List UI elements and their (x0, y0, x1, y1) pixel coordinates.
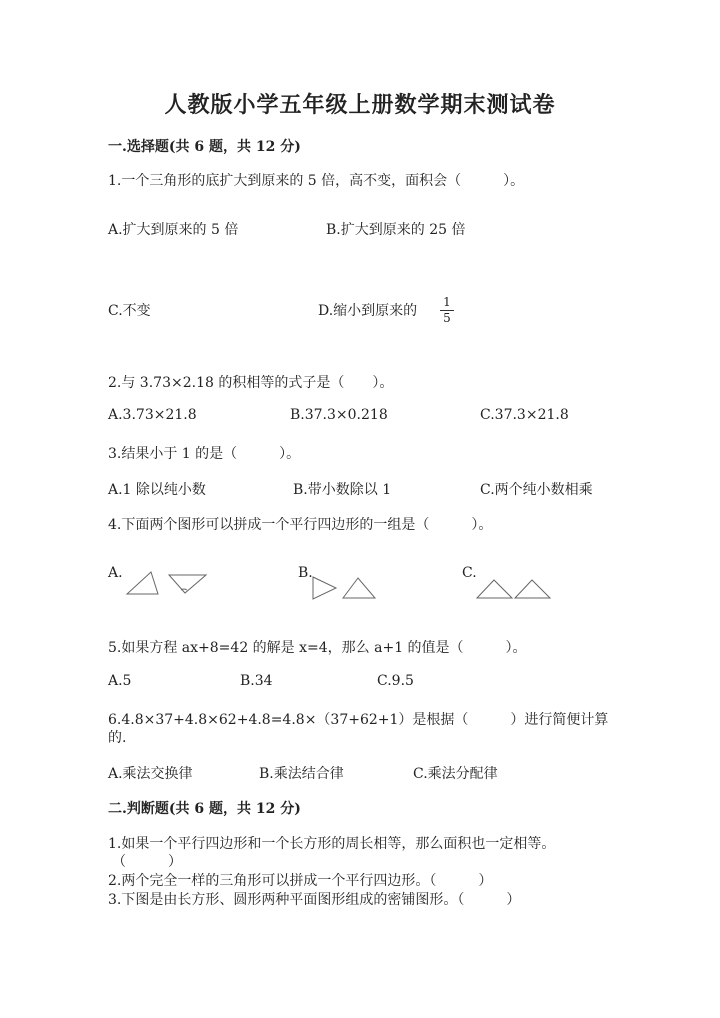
fraction-denominator: 5 (443, 311, 451, 325)
question-2-stem: 2.与 3.73×2.18 的积相等的式子是（ ）。 (108, 375, 394, 391)
triangle-shape (342, 577, 376, 599)
question-3-option-b: B.带小数除以 1 (293, 482, 392, 498)
fraction-numerator: 1 (443, 295, 451, 309)
question-2-option-c: C.37.3×21.8 (480, 407, 569, 423)
question-3-option-c: C.两个纯小数相乘 (480, 482, 593, 498)
judgment-3: 3.下图是由长方形、圆形两种平面图形组成的密铺图形。（ ） (108, 892, 521, 908)
question-1-option-b: B.扩大到原来的 25 倍 (326, 222, 466, 238)
question-5-option-b: B.34 (240, 673, 273, 689)
judgment-2: 2.两个完全一样的三角形可以拼成一个平行四边形。（ ） (108, 873, 493, 889)
question-6-option-a: A.乘法交换律 (108, 766, 193, 782)
question-1-stem: 1.一个三角形的底扩大到原来的 5 倍，高不变，面积会（ ）。 (108, 173, 525, 189)
right-pointing-triangle-shape (312, 576, 338, 600)
question-4-option-c: C. (462, 565, 477, 581)
triangle-shape (514, 579, 552, 599)
section-heading-judgment: 二.判断题(共 6 题，共 12 分) (108, 801, 301, 817)
question-2-option-a: A.3.73×21.8 (108, 407, 197, 423)
page-title: 人教版小学五年级上册数学期末测试卷 (164, 92, 556, 118)
judgment-1-line2: （ ） (112, 854, 182, 870)
question-3-stem: 3.结果小于 1 的是（ ）。 (108, 446, 301, 462)
question-1-option-d: D.缩小到原来的 (318, 303, 418, 319)
question-4-stem: 4.下面两个图形可以拼成一个平行四边形的一组是（ ）。 (108, 517, 493, 533)
question-5-option-a: A.5 (108, 673, 132, 689)
question-1-option-a: A.扩大到原来的 5 倍 (108, 222, 239, 238)
question-5-option-c: C.9.5 (377, 673, 414, 689)
section-heading-choice: 一.选择题(共 6 题，共 12 分) (108, 139, 301, 155)
triangle-shape (126, 570, 160, 595)
question-4-option-a: A. (108, 565, 123, 581)
question-6-stem-line2: 的. (108, 730, 127, 746)
question-3-option-a: A.1 除以纯小数 (108, 482, 206, 498)
question-6-option-c: C.乘法分配律 (413, 766, 498, 782)
question-1-option-c: C.不变 (108, 303, 151, 319)
question-4-option-b: B. (298, 565, 313, 581)
question-6-option-b: B.乘法结合律 (259, 766, 344, 782)
fraction-one-fifth (440, 296, 454, 325)
question-6-stem-line1: 6.4.8×37+4.8×62+4.8=4.8×（37+62+1）是根据（ ）进行简便计算 (108, 712, 609, 728)
inverted-triangle-shape (168, 574, 208, 594)
judgment-1-line1: 1.如果一个平行四边形和一个长方形的周长相等，那么面积也一定相等。 (108, 836, 556, 852)
question-5-stem: 5.如果方程 ax+8=42 的解是 x=4，那么 a+1 的值是（ ）。 (108, 640, 527, 656)
triangle-shape (476, 579, 514, 599)
question-2-option-b: B.37.3×0.218 (290, 407, 388, 423)
